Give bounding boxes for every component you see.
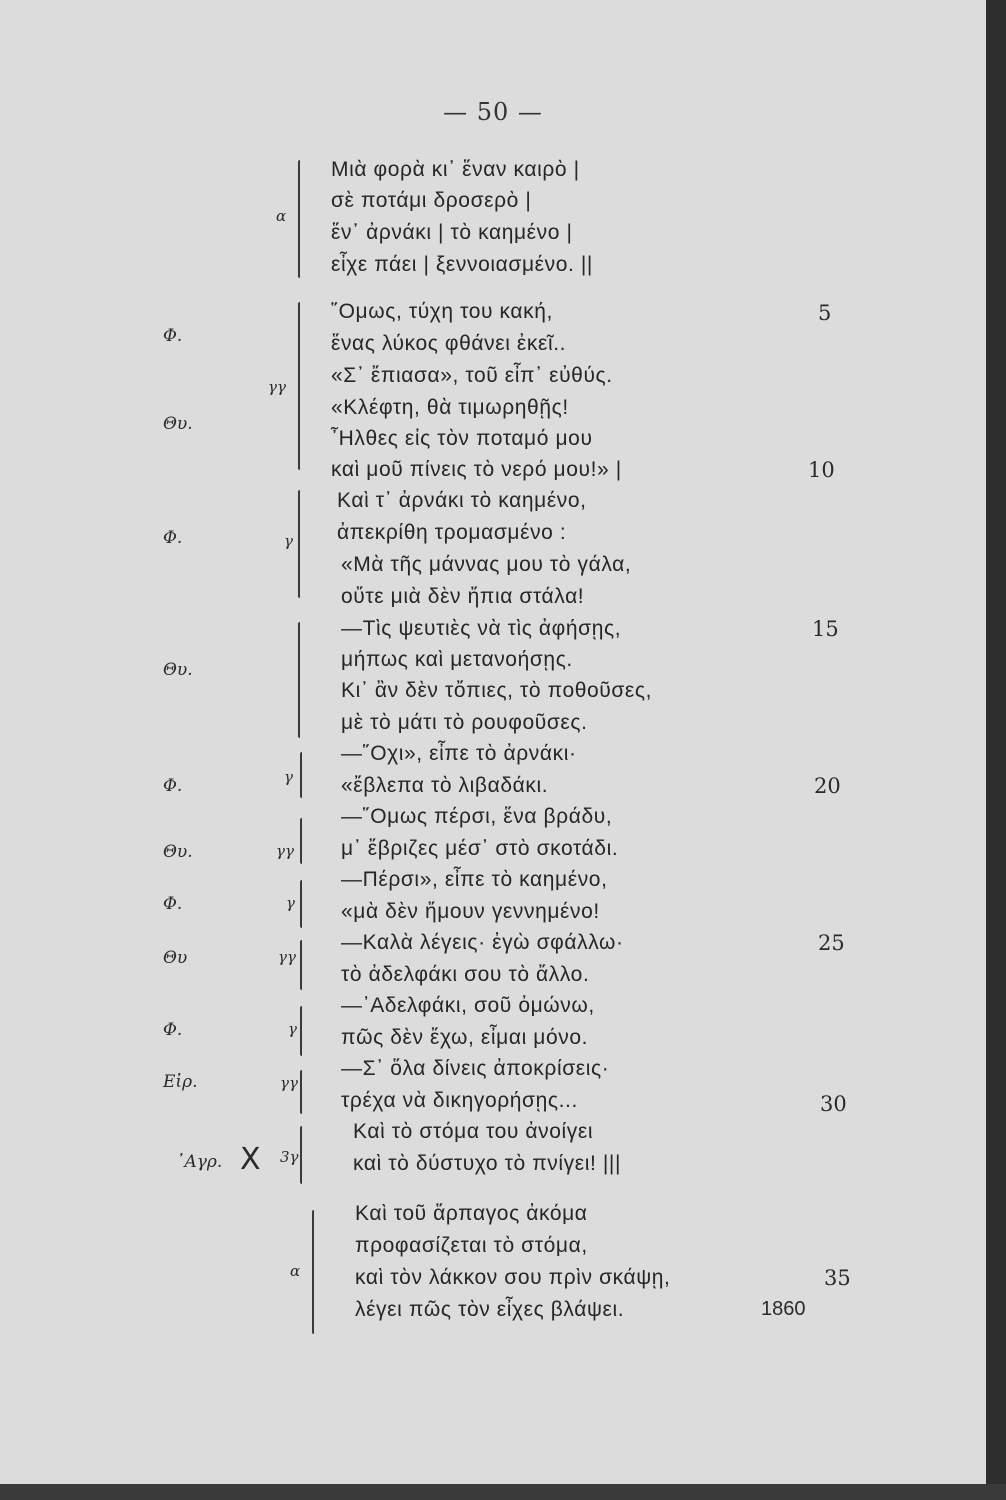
line-number: 15 — [812, 617, 839, 641]
poem-line: «Κλέφτη, θὰ τιμωρηθῇς! — [331, 396, 569, 419]
poem-line: τὸ ἀδελφάκι σου τὸ ἄλλο. — [341, 963, 590, 986]
poem-line: καὶ τὸν λάκκον σου πρὶν σκάψῃ, — [355, 1266, 671, 1289]
line-number: 25 — [818, 931, 845, 955]
poem-line: —᾽Αδελφάκι, σοῦ ὀμώνω, — [341, 994, 595, 1017]
poem-line: —Τὶς ψευτιὲς νὰ τὶς ἀφήσῃς, — [341, 617, 622, 640]
poem-line: Κι᾽ ἂν δὲν τὄπιες, τὸ ποθοῦσες, — [341, 679, 653, 702]
poem-line: «Σ᾽ ἔπιασα», τοῦ εἶπ᾽ εὐθύς. — [331, 364, 613, 387]
brace-g-1 — [298, 490, 300, 598]
speaker-label: Φ. — [163, 894, 183, 914]
brace-thy-2 — [298, 622, 300, 738]
poem-line: —῞Ομως πέρσι, ἕνα βράδυ, — [341, 805, 613, 828]
stanza-mark: γ — [284, 768, 293, 786]
stanza-mark: γ — [284, 532, 293, 550]
poem-line: πῶς δὲν ἔχω, εἶμαι μόνο. — [341, 1026, 589, 1049]
stanza-mark: α — [276, 207, 287, 225]
brace-3g — [300, 1126, 302, 1184]
page-number: — 50 — — [443, 98, 543, 126]
stanza-mark: γ — [286, 894, 295, 912]
brace-stanza-1 — [298, 160, 300, 278]
stanza-mark: α — [290, 1262, 301, 1280]
poem-line: τρέχα νὰ δικηγορήσῃς... — [341, 1089, 578, 1112]
speaker-label: Φ. — [163, 326, 183, 346]
poem-line: —Σ᾽ ὅλα δίνεις ἀποκρίσεις· — [341, 1057, 610, 1080]
poem-line: —῞Οχι», εἶπε τὸ ἀρνάκι· — [341, 742, 577, 765]
stanza-mark: 3γ — [280, 1148, 299, 1166]
brace-stanza-final — [312, 1210, 314, 1334]
cross-mark: X — [240, 1142, 261, 1177]
brace-gg-2 — [300, 818, 302, 864]
line-number: 20 — [814, 774, 841, 798]
poem-line: προφασίζεται τὸ στόμα, — [355, 1234, 588, 1257]
poem-line: καὶ μοῦ πίνεις τὸ νερό μου!» | — [331, 458, 622, 481]
speaker-label: Φ. — [163, 528, 183, 548]
brace-gg-1 — [298, 302, 300, 470]
line-number: 30 — [820, 1092, 847, 1116]
speaker-label: Φ. — [163, 1020, 183, 1040]
poem-line: —Πέρσι», εἶπε τὸ καημένο, — [341, 868, 608, 891]
poem-line: ἕν᾽ ἀρνάκι | τὸ καημένο | — [331, 221, 573, 244]
stanza-mark: γγ — [276, 842, 294, 860]
speaker-label: Θυ. — [163, 660, 193, 680]
poem-line: Καὶ τοῦ ἅρπαγος ἀκόμα — [355, 1202, 588, 1225]
poem-line: —Καλὰ λέγεις· ἐγὼ σφάλλω· — [341, 931, 624, 954]
poem-line: «Μὰ τῆς μάννας μου τὸ γάλα, — [341, 553, 632, 576]
poem-line: καὶ τὸ δύστυχο τὸ πνίγει! ||| — [353, 1152, 622, 1175]
poem-line: ῞Ομως, τύχη του κακή, — [331, 300, 553, 323]
stanza-mark: γγ — [280, 1074, 298, 1092]
poem-line: μὲ τὸ μάτι τὸ ρουφοῦσες. — [341, 711, 588, 734]
line-number: 5 — [818, 301, 832, 325]
speaker-label: Εἰρ. — [163, 1072, 198, 1092]
poem-line: ἀπεκρίθη τρομασμένο : — [337, 521, 567, 544]
poem-line: Καὶ τὸ στόμα του ἀνοίγει — [353, 1120, 594, 1143]
brace-gg-4 — [300, 1070, 302, 1114]
scan-edge-bottom — [0, 1484, 1006, 1500]
poem-line: Μιὰ φορὰ κι᾽ ἕναν καιρὸ | — [331, 158, 580, 181]
poem-line: μήπως καὶ μετανοήσῃς. — [341, 648, 573, 671]
speaker-label: Φ. — [163, 776, 183, 796]
poem-line: μ᾽ ἔβριζες μέσ᾽ στὸ σκοτάδι. — [341, 837, 619, 860]
brace-gg-3 — [300, 940, 302, 990]
speaker-label: ᾽Αγρ. — [176, 1152, 223, 1172]
scan-edge-right — [986, 0, 1006, 1500]
poem-line: ῏Ηλθες εἰς τὸν ποταμό μου — [331, 427, 593, 450]
line-number: 10 — [808, 458, 835, 482]
poem-line: «ἔβλεπα τὸ λιβαδάκι. — [341, 774, 549, 797]
stanza-mark: γγ — [278, 948, 296, 966]
poem-line: Καὶ τ᾽ ἀρνάκι τὸ καημένο, — [337, 489, 587, 512]
poem-line: σὲ ποτάμι δροσερὸ | — [331, 189, 532, 212]
poem-line: λέγει πῶς τὸν εἶχες βλάψει. — [355, 1298, 625, 1321]
date: 1860 — [761, 1298, 806, 1320]
brace-g-4 — [300, 1006, 302, 1056]
brace-g-2 — [300, 752, 302, 798]
speaker-label: Θυ. — [163, 842, 193, 862]
poem-line: «μὰ δὲν ἤμουν γεννημένο! — [341, 900, 600, 923]
poem-line: εἶχε πάει | ξεννοιασμένο. || — [331, 253, 593, 276]
poem-line: οὔτε μιὰ δὲν ἤπια στάλα! — [341, 585, 585, 608]
stanza-mark: γ — [288, 1020, 297, 1038]
brace-g-3 — [300, 880, 302, 928]
line-number: 35 — [824, 1266, 851, 1290]
speaker-label: Θυ. — [163, 414, 193, 434]
poem-line: ἕνας λύκος φθάνει ἐκεῖ.. — [331, 332, 567, 355]
speaker-label: Θυ — [163, 948, 188, 968]
stanza-mark: γγ — [268, 378, 286, 396]
